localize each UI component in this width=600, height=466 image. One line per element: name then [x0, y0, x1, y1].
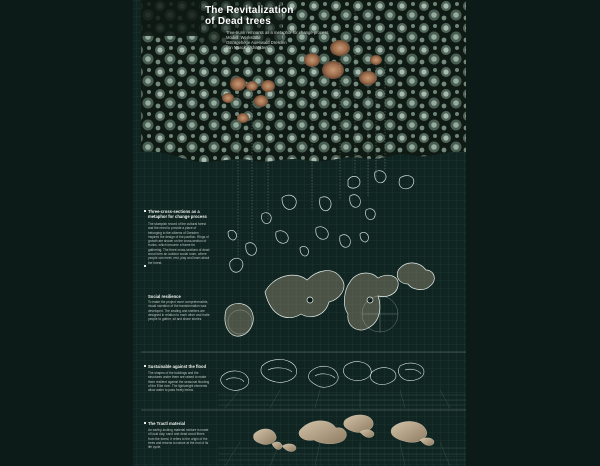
title-line-2: of Dead trees	[205, 16, 271, 27]
section-2-body: To make the project more comprehensible, visual narration of the transformation was developed. The seating and shelters are designed in relation to each other and invite people to gather, sit and share stories.	[148, 300, 210, 322]
poster-subtitle	[226, 30, 346, 50]
section-3-title: Sustainable against the flood	[148, 364, 207, 369]
forest-title-shade	[141, 0, 201, 36]
poster-title	[205, 5, 294, 27]
title-line-1: The Revitalization	[205, 5, 294, 16]
section-2-title: Social resilience	[148, 294, 181, 299]
section-4-body: An earthy-looking material mixture is made of local clay, sand and dead wood fibres from the forest. It refers to the origin of the trees and returns to nature at the end of its life cycle.	[148, 428, 209, 450]
subtitle-line-1: Tree-trunk remnants as a metaphor for change process	[226, 30, 329, 35]
subtitle-line-3: Ostragehege Auenwald Dresden	[226, 40, 287, 45]
section-1-title: Three-cross-sections as a metaphor for change process	[148, 209, 207, 219]
subtitle-line-2: Modell: Werkstätte	[226, 35, 261, 40]
section-1-body: The stumpish record of the cultural forest and the need to provide a place of belonging to the citizens of Dresden inspired the design of the pavilion. Rings of growth are shown on the cross-section of trunks, which become a frame for gathering. The three cross-sections of dead wood form an outdoor social room, where people can meet, rest, play and learn about the forest.	[148, 222, 210, 265]
section-4-title: The Tractl material	[148, 421, 186, 426]
subtitle-line-4: von Noack Architekten	[226, 45, 268, 50]
section-3-body: The shapes of the buildings and the structures under them are raised to make them resilient against the seasonal flooding of the Elbe river. The lightweight elements allow water to pass freely below.	[148, 371, 210, 393]
